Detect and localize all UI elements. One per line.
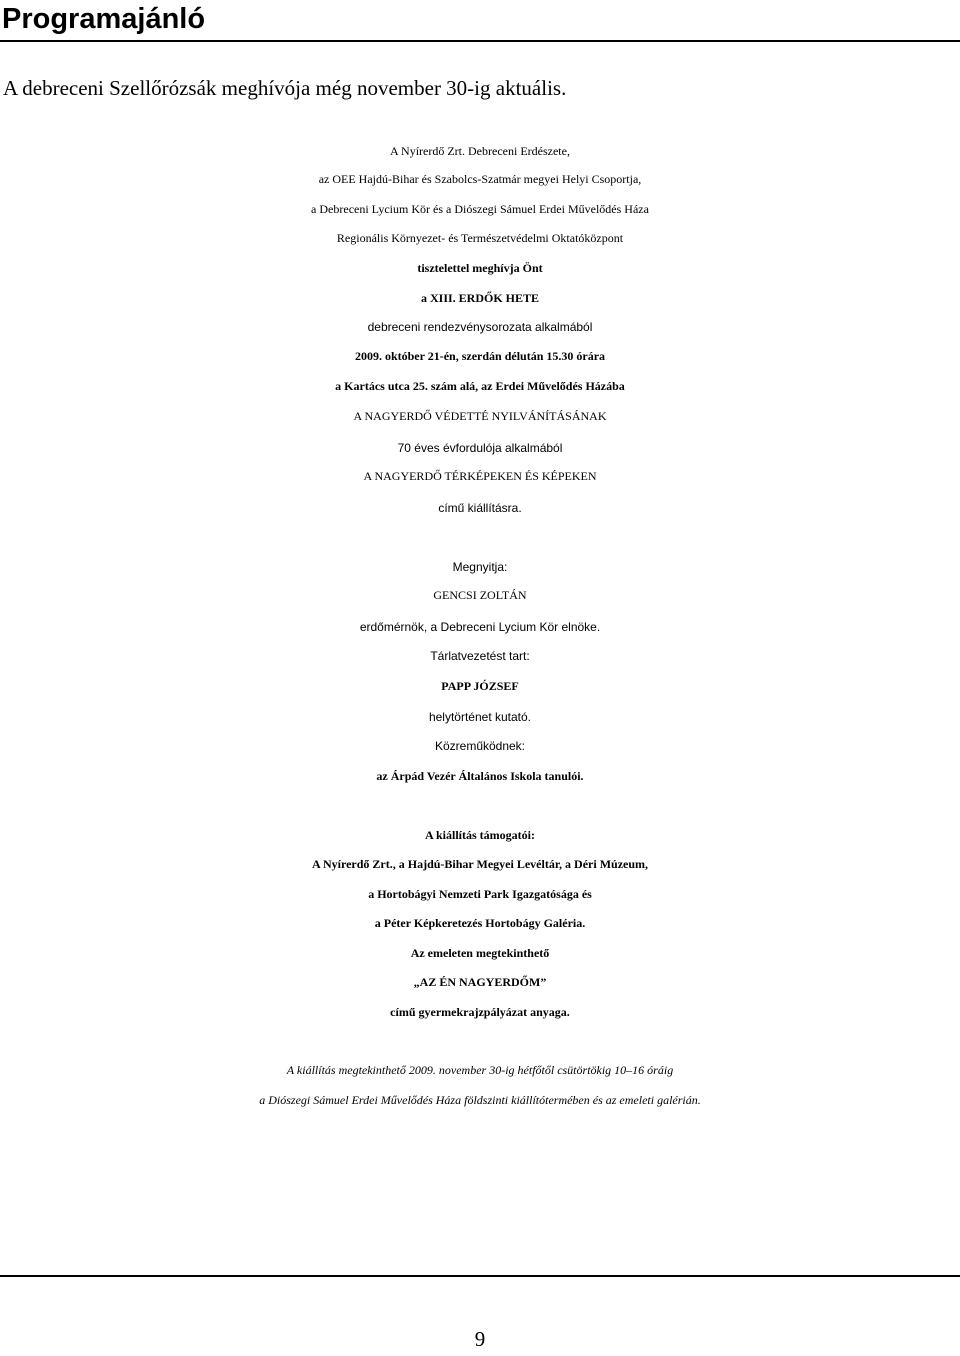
guide-role: helytörténet kutató. <box>428 710 532 724</box>
opener-label: Megnyitja: <box>452 560 508 574</box>
page-number: 9 <box>474 1327 486 1351</box>
heading-protection: A NAGYERDŐ VÉDETTÉ NYILVÁNÍTÁSÁNAK <box>353 409 607 423</box>
sponsor-line: A Nyírerdő Zrt., a Hajdú-Bihar Megyei Levéltár, a Déri Múzeum, <box>311 857 649 871</box>
opener-name: GENCSI ZOLTÁN <box>433 588 527 602</box>
invite-line: tisztelettel meghívja Önt <box>417 261 543 275</box>
contrib-text: az Árpád Vezér Általános Iskola tanulói. <box>376 769 584 783</box>
page-title: Programajánló <box>2 3 206 35</box>
sponsor-line: a Péter Képkeretezés Hortobágy Galéria. <box>374 916 586 930</box>
contrib-label: Közreműködnek: <box>434 739 526 753</box>
host-line: az OEE Hajdú-Bihar és Szabolcs-Szatmár megyei Helyi Csoportja, <box>318 172 642 186</box>
exhibit-line: című kiállításra. <box>438 501 522 515</box>
host-line: a Debreceni Lycium Kör és a Diószegi Sámuel Erdei Művelődés Háza <box>311 202 649 216</box>
sponsors-heading: A kiállítás támogatói: <box>425 828 535 842</box>
series-line: debreceni rendezvénysorozata alkalmából <box>367 320 593 334</box>
heading-exhibition: A NAGYERDŐ TÉRKÉPEKEN ÉS KÉPEKEN <box>363 469 597 483</box>
event-title: a XIII. ERDŐK HETE <box>420 291 540 305</box>
upstairs-line: Az emeleten megtekinthető <box>410 946 550 960</box>
host-line: A Nyírerdő Zrt. Debreceni Erdészete, <box>390 144 570 158</box>
opener-role: erdőmérnök, a Debreceni Lycium Kör elnöke. <box>359 620 601 634</box>
upstairs-line: „AZ ÉN NAGYERDŐM” <box>413 975 547 989</box>
top-divider <box>0 40 960 42</box>
guide-label: Tárlatvezetést tart: <box>430 649 530 663</box>
upstairs-line: című gyermekrajzpályázat anyaga. <box>390 1005 570 1019</box>
anniversary-line: 70 éves évfordulója alkalmából <box>397 441 563 455</box>
host-line: Regionális Környezet- és Természetvédelmi Oktatóközpont <box>336 231 624 245</box>
footer-note-line: a Diószegi Sámuel Erdei Művelődés Háza földszinti kiállítótermében és az emeleti galérián. <box>259 1093 701 1107</box>
sponsor-line: a Hortobágyi Nemzeti Park Igazgatósága és <box>368 887 592 901</box>
footer-note-line: A kiállítás megtekinthető 2009. november 30-ig hétfőtől csütörtökig 10–16 óráig <box>286 1063 674 1077</box>
bottom-divider <box>0 1275 960 1277</box>
guide-name: PAPP JÓZSEF <box>441 679 519 693</box>
event-address: a Kartács utca 25. szám alá, az Erdei Művelődés Házába <box>335 379 625 393</box>
event-date: 2009. október 21-én, szerdán délután 15.30 órára <box>354 349 606 363</box>
intro-text: A debreceni Szellőrózsák meghívója még november 30-ig aktuális. <box>3 76 567 100</box>
